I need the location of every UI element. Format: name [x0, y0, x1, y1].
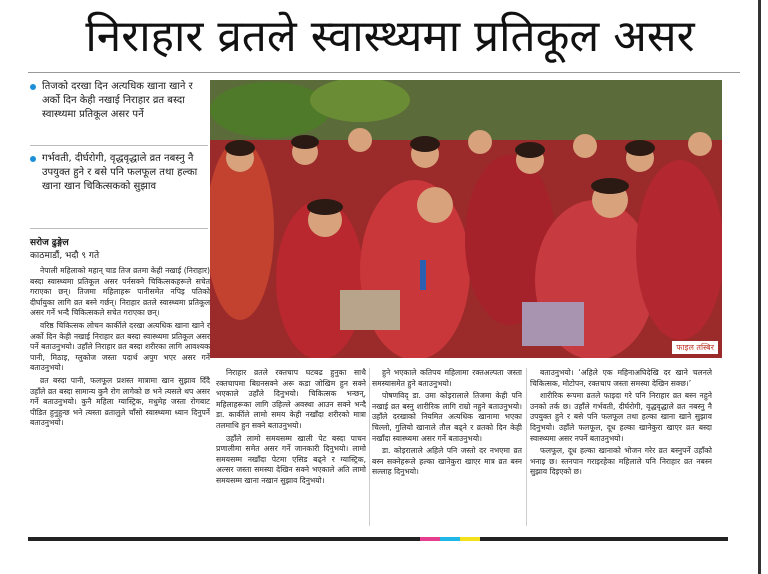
- paragraph: निराहार व्रतले रक्तचाप घटबढ हुनुका साथै रक्तचापमा बिग्रनसक्ने अरू कडा जोखिम हुन सक्ने भएकाले उहाँले दिनुभयो। चिकित्सक भन्छन्, महिलाहरूका लागि उहिल्ले अवस्था आउन सक्ने भन्दै डा. कार्कीले लामो समय केही नखाँदा शरीरको मात्रा तलमाथि हुन सक्ने बताउनुभयो।: [216, 368, 366, 430]
- registration-mark: [440, 537, 460, 541]
- paragraph: शारीरिक रूपमा व्रतले फाइदा गरे पनि निराहार व्रत बस्न नहुने उनको तर्क छ। उहाँले गर्भवती, दीर्घरोगी, वृद्धवृद्धाले व्रत नबस्नु नै उपयुक्त हुने र बसे पनि फलफूल तथा हल्का खाना खाने सुझाव दिनुभयो। उहाँले फलफूल, दूध हल्का खानेकुरा खाएर व्रत बस्दा स्वास्थ्यमा असर नपर्ने बताउनुभयो।: [530, 391, 712, 443]
- highlight-divider: [30, 228, 208, 229]
- registration-mark: [420, 537, 440, 541]
- headline: निराहार व्रतले स्वास्थ्यमा प्रतिकूल असर: [85, 11, 695, 62]
- registration-mark: [460, 537, 480, 541]
- paragraph: व्रत बस्दा पानी, फलफूल प्रशस्त मात्रामा खान सुझाव दिँदै उहाँले व्रत बस्दा सामान्य कुनै रोग लागेको छ भने त्यसले थप असर गर्ने बताउनुभयो। कुनै महिला ग्यास्ट्रिक, मधुमेह जस्ता रोगबाट पीडित हुनुहुन्छ भने त्यस्ता व्रतालुले चाँसो स्वास्थ्यमा ध्यान दिनुपर्ने बताउनुभयो।: [30, 375, 210, 428]
- byline-dateline: काठमाडौं, भदौ ९ गते: [30, 251, 100, 261]
- column-rule: [526, 368, 527, 526]
- paragraph: डा. कोइरालाले अहिले पनि जस्तो दर नभएमा व्रत बस्न सक्नेहरूले हल्का खानेकुरा खाएर मात्र व्रत बस्न सल्लाह दिनुभयो।: [372, 446, 522, 477]
- highlight-item: [30, 80, 208, 122]
- column-rule: [369, 368, 370, 526]
- byline: [30, 237, 208, 263]
- highlight-item: [30, 152, 208, 194]
- article-column: [372, 368, 522, 528]
- highlight-text: तिजको दरखा दिन अत्यधिक खाना खाने र अर्को दिन केही नखाई निराहार व्रत बस्दा स्वास्थ्यमा प्रतिकूल असर पर्ने: [42, 81, 193, 120]
- paragraph: नेपाली महिलाको महान् चाड तिज व्रतमा केही नखाई (निराहार) बस्दा स्वास्थ्यमा प्रतिकूल असर पर्नसक्ने चिकित्सकहरूले सचेत गराएका छन्। तिजमा महिलाहरू पानीसमेत नपिइ पतिको दीर्घायुका लागि व्रत बस्ने गर्छन्। निराहार व्रतले स्वास्थ्यमा प्रतिकूल असर गर्ने भन्दै चिकित्सकले सचेत गराएका छन्।: [30, 266, 210, 318]
- paragraph: उहाँले लामो समयसम्म खाली पेट बस्दा पाचन प्रणालीमा समेत असर गर्ने जानकारी दिनुभयो। लामो समयसम्म नखाँदा पेटमा एसिड बढ्ने र ग्यास्ट्रिक, अल्सर जस्ता समस्या देखिन सक्ने भएकाले अति लामो समयसम्म खाना नखान सुझाव दिनुभयो।: [216, 433, 366, 485]
- page-edge: [758, 0, 761, 574]
- highlight-divider: [30, 145, 208, 146]
- highlight-text: गर्भवती, दीर्घरोगी, वृद्धवृद्धाले व्रत नबस्नु नै उपयुक्त हुने र बसे पनि फलफूल तथा हल्का खाना खान चिकित्सकको सुझाव: [42, 153, 198, 192]
- article-column: [530, 368, 712, 528]
- bullet-icon: [30, 84, 36, 90]
- article-column: [30, 266, 210, 528]
- news-photo: [210, 80, 722, 358]
- photo-credit: फाइल तस्बिर: [672, 341, 718, 354]
- headline-rule: [28, 72, 740, 73]
- bullet-icon: [30, 156, 36, 162]
- photo-illustration: [210, 80, 722, 358]
- article-column: [216, 368, 366, 528]
- paragraph: बताउनुभयो। ‘अहिले एक महिनाअघिदेखि दर खाने चलनले चिकित्सक, मोटोपन, रक्तचाप जस्ता समस्या देखिन सक्छ।’: [530, 368, 712, 388]
- paragraph: हुने भएकाले कतिपय महिलामा रक्तअल्पता जस्ता समस्यासमेत हुने बताउनुभयो।: [372, 368, 522, 388]
- paragraph: पोषणविद् डा. उमा कोइरालाले तिजमा केही पनि नखाई व्रत बस्नु शारीरिक लागि राम्रो नहुने बताउनुभयो। उहाँले दरखाको नियमित अत्यधिक खानामा भएका चिल्लो, गुलियो खानाले तौल बढ्ने र व्रतको दिन केही नखाँदा स्वास्थ्यमा असर गर्ने बताउनुभयो।: [372, 391, 522, 443]
- paragraph: फलफूल, दूध हल्का खानाको भोजन गरेर व्रत बस्नुपर्ने उहाँको भनाइ छ। स्तनपान गराइरहेका महिलाले पनि निराहार व्रत नबस्न सुझाव दिइएको छ।: [530, 446, 712, 477]
- byline-author: सरोज ढुङ्गेल: [30, 238, 69, 248]
- bottom-rule: [28, 537, 728, 541]
- paragraph: वरिष्ठ चिकित्सक लोचन कार्कीले दरखा अत्यधिक खाना खाने र अर्को दिन केही नखाई निराहार व्रत बस्दा स्वास्थ्यमा प्रतिकूल असर पर्ने बताउनुभयो। उहाँले निराहार व्रत बस्दा शरीरका लागि आवश्यक पानी, मिठाइ, ग्लुकोज जस्ता पदार्थ अपुग भएर असर गर्ने बताउनुभयो।: [30, 320, 210, 373]
